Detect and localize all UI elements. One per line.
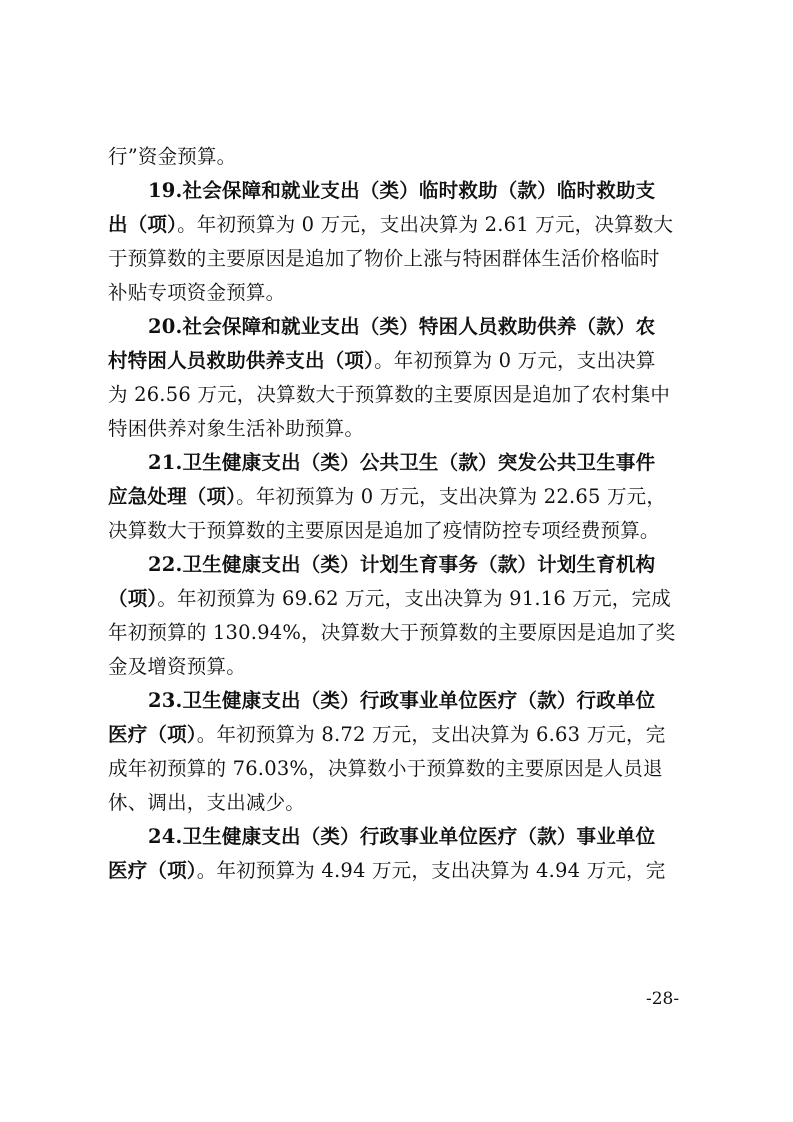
text-line bbox=[108, 208, 691, 242]
text-line bbox=[108, 412, 691, 446]
line-heading: 村特困人员救助供养支出（项） bbox=[108, 349, 375, 372]
line-text: 为 26.56 万元，决算数大于预算数的主要原因是追加了农村集中 bbox=[108, 383, 671, 406]
line-heading: 24.卫生健康支出（类）行政事业单位医疗（款）事业单位 bbox=[148, 825, 656, 848]
line-text: 。年初预算为 69.62 万元，支出决算为 91.16 万元，完成 bbox=[157, 587, 671, 610]
text-line bbox=[108, 786, 691, 820]
text-line bbox=[108, 650, 691, 684]
text-line bbox=[108, 854, 691, 888]
line-text: 。年初预算为 0 万元，支出决算为 22.65 万元， bbox=[236, 485, 667, 508]
text-line bbox=[108, 276, 691, 310]
line-text: 特困供养对象生活补助预算。 bbox=[108, 417, 365, 440]
document-body bbox=[108, 140, 691, 888]
text-line bbox=[108, 242, 691, 276]
line-text: 行”资金预算。 bbox=[108, 145, 237, 168]
text-line bbox=[108, 480, 691, 514]
text-line bbox=[108, 514, 691, 548]
line-heading: 22.卫生健康支出（类）计划生育事务（款）计划生育机构 bbox=[148, 553, 656, 576]
line-heading: 20.社会保障和就业支出（类）特困人员救助供养（款）农 bbox=[148, 315, 656, 338]
line-heading: 23.卫生健康支出（类）行政事业单位医疗（款）行政单位 bbox=[148, 689, 656, 712]
page-number: -28- bbox=[646, 989, 680, 1009]
line-text: 于预算数的主要原因是追加了物价上涨与特困群体生活价格临时 bbox=[108, 247, 660, 270]
text-line bbox=[108, 548, 691, 582]
line-text: 。年初预算为 4.94 万元，支出决算为 4.94 万元，完 bbox=[196, 859, 666, 882]
text-line bbox=[108, 378, 691, 412]
line-heading: （项） bbox=[108, 587, 158, 610]
text-line bbox=[108, 616, 691, 650]
text-line bbox=[108, 344, 691, 378]
text-line bbox=[108, 582, 691, 616]
text-line bbox=[108, 752, 691, 786]
text-line bbox=[108, 718, 691, 752]
text-line bbox=[108, 140, 691, 174]
line-heading: 医疗（项） bbox=[108, 723, 197, 746]
line-text: 金及增资预算。 bbox=[108, 655, 246, 678]
text-line bbox=[108, 174, 691, 208]
text-line bbox=[108, 684, 691, 718]
line-heading: 医疗（项） bbox=[108, 859, 197, 882]
line-text: 。年初预算为 0 万元，支出决算 bbox=[374, 349, 656, 372]
line-text: 年初预算的 130.94%，决算数大于预算数的主要原因是追加了奖 bbox=[108, 621, 676, 644]
line-heading: 应急处理（项） bbox=[108, 485, 237, 508]
line-heading: 19.社会保障和就业支出（类）临时救助（款）临时救助支 bbox=[148, 179, 656, 202]
line-text: 补贴专项资金预算。 bbox=[108, 281, 286, 304]
text-line bbox=[108, 446, 691, 480]
text-line bbox=[108, 820, 691, 854]
line-heading: 出（项） bbox=[108, 213, 178, 236]
line-text: 决算数大于预算数的主要原因是追加了疫情防控专项经费预算。 bbox=[108, 519, 660, 542]
line-text: 休、调出，支出减少。 bbox=[108, 791, 306, 814]
line-text: 。年初预算为 0 万元，支出决算为 2.61 万元，决算数大 bbox=[177, 213, 674, 236]
text-line bbox=[108, 310, 691, 344]
line-text: 。年初预算为 8.72 万元，支出决算为 6.63 万元，完 bbox=[196, 723, 666, 746]
line-heading: 21.卫生健康支出（类）公共卫生（款）突发公共卫生事件 bbox=[148, 451, 656, 474]
line-text: 成年初预算的 76.03%，决算数小于预算数的主要原因是人员退 bbox=[108, 757, 663, 780]
